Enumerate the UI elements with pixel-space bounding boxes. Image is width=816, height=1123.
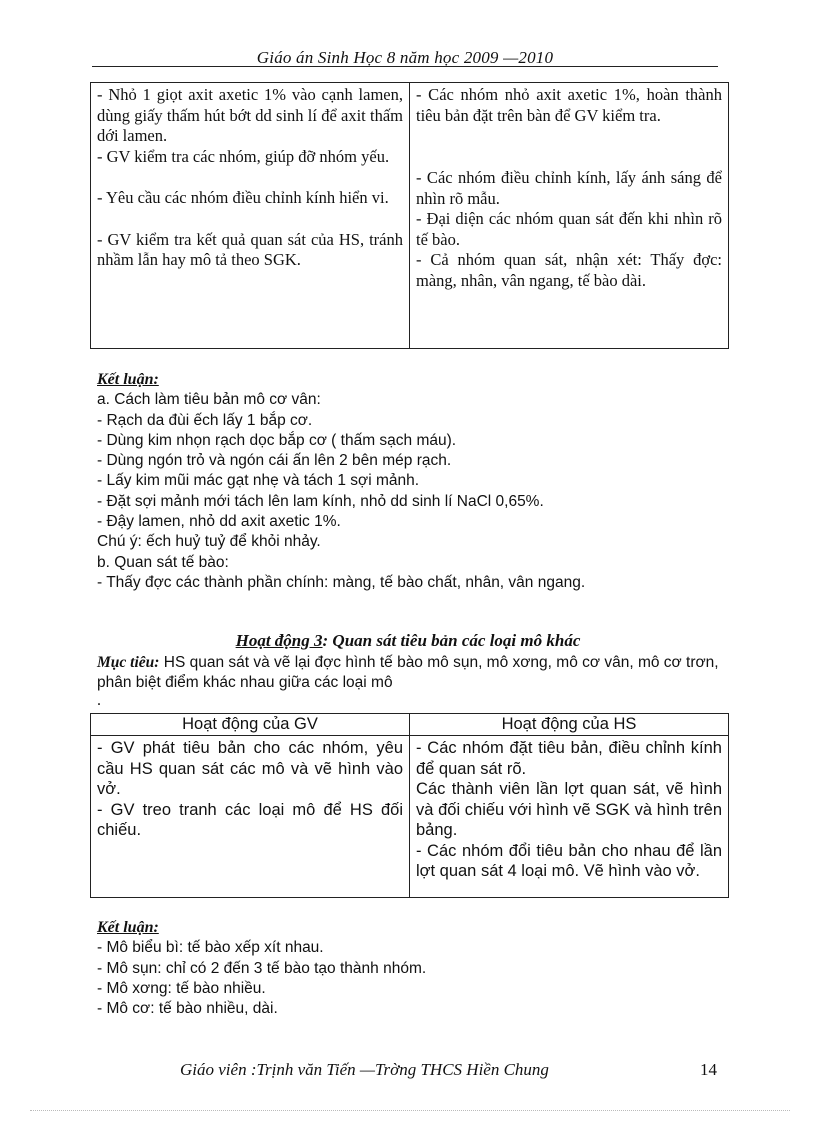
gv-step: - GV phát tiêu bản cho các nhóm, yêu cầu HS quan sát các mô và vẽ hình vào vở.: [97, 739, 403, 798]
gv-step: - GV kiểm tra kết quả quan sát của HS, tránh nhầm lẫn hay mô tả theo SGK.: [97, 229, 403, 269]
hs-step: - Đại diện các nhóm quan sát đến khi nhìn rõ tế bào.: [416, 209, 722, 249]
conclusion-line: - Lấy kim mũi mác gạt nhẹ và tách 1 sợi mảnh.: [97, 472, 420, 490]
gv-step: - GV kiểm tra các nhóm, giúp đỡ nhóm yếu.: [97, 146, 390, 166]
objective-dot: .: [97, 691, 101, 709]
activity-3-table: [90, 713, 729, 898]
header-divider: [92, 66, 718, 67]
objective-text: HS quan sát và vẽ lại đợc hình tế bào mô sụn, mô xơng, mô cơ vân, mô cơ trơn, phân biệt điểm khác nhau giữa các loại mô: [97, 654, 719, 692]
page-header: Giáo án Sinh Học 8 năm học 2009 —2010: [256, 48, 554, 67]
page-number: 14: [700, 1060, 717, 1079]
hs-step: - Các nhóm đổi tiêu bản cho nhau để lần lợt quan sát 4 loại mô. Vẽ hình vào vở.: [416, 841, 722, 880]
activity-table-continued: [90, 82, 729, 349]
conclusion-line: - Thấy đợc các thành phần chính: màng, tế bào chất, nhân, vân ngang.: [97, 573, 586, 591]
conclusion-line: - Đặt sợi mảnh mới tách lên lam kính, nhỏ dd sinh lí NaCl 0,65%.: [97, 492, 544, 510]
hs-step: Các thành viên lần lợt quan sát, vẽ hình và đối chiếu với hình vẽ SGK và hình trên bảng.: [416, 780, 722, 839]
activity-3-label: Hoạt động 3: [235, 631, 323, 650]
conclusion-line: - Rạch da đùi ếch lấy 1 bắp cơ.: [97, 411, 313, 429]
column-header-hs: Hoạt động của HS: [410, 714, 729, 736]
hs-activity-cell: [410, 736, 729, 898]
objective-label: Mục tiêu:: [97, 654, 160, 671]
conclusion-line: - Mô biểu bì: tế bào xếp xít nhau.: [97, 939, 324, 957]
gv-activity-cell: [91, 736, 410, 898]
conclusion-section-2: [97, 918, 727, 1019]
conclusion-line: Chú ý: ếch huỷ tuỷ để khỏi nhảy.: [97, 533, 321, 551]
gv-activity-cell: [91, 83, 410, 349]
page-footer: Giáo viên :Trịnh văn Tiến —Trờng THCS Hiền Chung: [180, 1060, 549, 1079]
conclusion-line: b. Quan sát tế bào:: [97, 553, 229, 571]
hs-step: - Các nhóm nhỏ axit axetic 1%, hoàn thành tiêu bản đặt trên bàn để GV kiểm tra.: [416, 85, 722, 125]
gv-step: - Yêu cầu các nhóm điều chỉnh kính hiển vi.: [97, 188, 389, 207]
objective-section: [97, 653, 727, 708]
conclusion-line: - Mô xơng: tế bào nhiều.: [97, 979, 266, 997]
activity-3-title: [92, 631, 724, 651]
bottom-divider: [30, 1110, 790, 1111]
conclusion-line: - Mô cơ: tế bào nhiều, dài.: [97, 1000, 278, 1018]
hs-step: - Cả nhóm quan sát, nhận xét: Thấy đợc: màng, nhân, vân ngang, tế bào dài.: [416, 250, 722, 290]
gv-step: - GV treo tranh các loại mô để HS đối chiếu.: [97, 800, 403, 839]
conclusion-heading: Kết luận:: [97, 919, 159, 936]
column-header-gv: Hoạt động của GV: [91, 714, 410, 736]
hs-activity-cell: [410, 83, 729, 349]
conclusion-line: - Mô sụn: chỉ có 2 đến 3 tế bào tạo thành nhóm.: [97, 959, 427, 977]
hs-step: - Các nhóm đặt tiêu bản, điều chỉnh kính để quan sát rõ.: [416, 739, 722, 778]
conclusion-heading: Kết luận:: [97, 371, 159, 388]
gv-step: - Nhỏ 1 giọt axit axetic 1% vào cạnh lamen, dùng giấy thấm hút bớt dd sinh lí để axit thấm dới lamen.: [97, 85, 403, 145]
conclusion-line: - Đậy lamen, nhỏ dd axit axetic 1%.: [97, 513, 341, 531]
hs-step: - Các nhóm điều chỉnh kính, lấy ánh sáng để nhìn rõ mẫu.: [416, 168, 722, 208]
conclusion-line: a. Cách làm tiêu bản mô cơ vân:: [97, 391, 321, 409]
conclusion-line: - Dùng ngón trỏ và ngón cái ấn lên 2 bên mép rạch.: [97, 452, 452, 470]
conclusion-section-1: [97, 370, 727, 593]
activity-3-name: : Quan sát tiêu bản các loại mô khác: [322, 631, 581, 650]
conclusion-line: - Dùng kim nhọn rạch dọc bắp cơ ( thấm sạch máu).: [97, 431, 457, 449]
